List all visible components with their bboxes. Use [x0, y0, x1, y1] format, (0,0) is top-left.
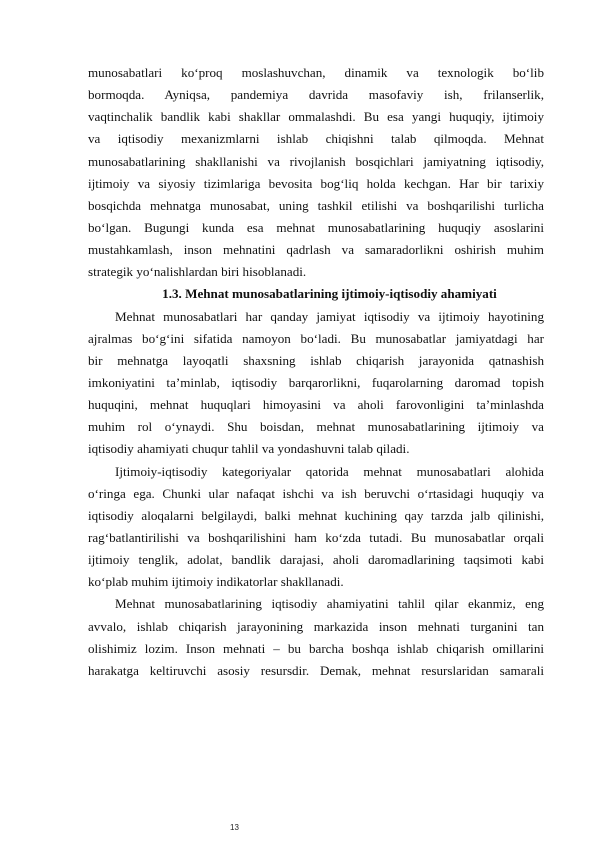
text-line: rag‘batlantirilishi va boshqarilishini ham ko‘zda tutadi. Bu munosabatlar orqali: [88, 529, 544, 545]
text-line: bo‘lgan. Bugungi kunda esa mehnat munosabatlarining huquqiy asoslarini: [88, 219, 544, 235]
text-line: ajralmas bo‘g‘ini sifatida namoyon bo‘ladi. Bu munosabatlar jamiyatdagi har: [88, 330, 544, 346]
text-line: munosabatlarining shakllanishi va rivojlanish bosqichlari jamiyatning iqtisodiy,: [88, 153, 544, 169]
text-line: imkoniyatini ta’minlab, iqtisodiy barqarorlikni, fuqarolarning daromad topish: [88, 374, 544, 390]
text-line: munosabatlari ko‘proq moslashuvchan, dinamik va texnologik bo‘lib: [88, 65, 544, 80]
text-line: ijtimoiy tenglik, adolat, bandlik darajasi, aholi daromadlarining taqsimoti kabi: [88, 552, 544, 568]
text-line: ko‘plab muhim ijtimoiy indikatorlar shakllanadi.: [88, 574, 344, 590]
text-line: olishimiz lozim. Inson mehnati – bu barcha boshqa ishlab chiqarish omillarini: [88, 640, 544, 656]
text-line: vaqtinchalik bandlik kabi shakllar ommalashdi. Bu esa yangi huquqiy, ijtimoiy: [88, 109, 544, 125]
text-line: Mehnat munosabatlari har qanday jamiyat iqtisodiy va ijtimoiy hayotining: [115, 308, 544, 324]
text-line: huquqini, mehnat huquqlari himoyasini va aholi farovonligini ta’minlashda: [88, 397, 544, 413]
text-line: bosqichda mehnatga munosabat, uning tashkil etilishi va boshqarilishi turlicha: [88, 197, 544, 213]
text-line: Ijtimoiy-iqtisodiy kategoriyalar qatorida mehnat munosabatlari alohida: [115, 463, 544, 479]
text-line: bir mehnatga layoqatli shaxsning ishlab chiqarish jarayonida qatnashish: [88, 352, 544, 368]
text-line: o‘ringa ega. Chunki ular nafaqat ishchi va ish beruvchi o‘rtasidagi huquqiy va: [88, 485, 544, 501]
text-line: strategik yo‘nalishlardan biri hisoblanadi.: [88, 264, 307, 280]
paragraph-3: [88, 461, 544, 594]
paragraph-1: [88, 62, 544, 283]
document-page: [88, 62, 544, 682]
text-line: avvalo, ishlab chiqarish jarayonining markazida inson mehnati turganini tan: [88, 618, 544, 634]
text-line: Mehnat munosabatlarining iqtisodiy ahamiyatini tahlil qilar ekanmiz, eng: [115, 596, 544, 612]
text-line: iqtisodiy ahamiyati chuqur tahlil va yondashuvni talab qiladi.: [88, 441, 410, 457]
text-line: mustahkamlash, inson mehnatini qadrlash va samaradorlikni oshirish muhim: [88, 242, 544, 258]
text-line: muhim rol o‘ynaydi. Shu boisdan, mehnat munosabatlarining ijtimoiy va: [88, 419, 544, 435]
page-number: 13: [230, 823, 239, 832]
text-line: bormoqda. Ayniqsa, pandemiya davrida masofaviy ish, frilanserlik,: [88, 87, 544, 103]
text-line: va iqtisodiy mexanizmlarni ishlab chiqishni talab qilmoqda. Mehnat: [88, 131, 544, 147]
paragraph-4: [88, 593, 544, 682]
text-line: iqtisodiy aloqalarni belgilaydi, balki mehnat kuchining qay tarzda jalb qilinishi,: [88, 507, 544, 523]
text-line: harakatga keltiruvchi asosiy resursdir. Demak, mehnat resurslaridan samarali: [88, 662, 544, 678]
text-line: ijtimoiy va siyosiy tizimlariga bevosita bog‘liq holda kechgan. Har bir tarixiy: [88, 175, 544, 191]
paragraph-2: [88, 306, 544, 461]
section-heading: 1.3. Mehnat munosabatlarining ijtimoiy-iqtisodiy ahamiyati: [162, 286, 497, 302]
